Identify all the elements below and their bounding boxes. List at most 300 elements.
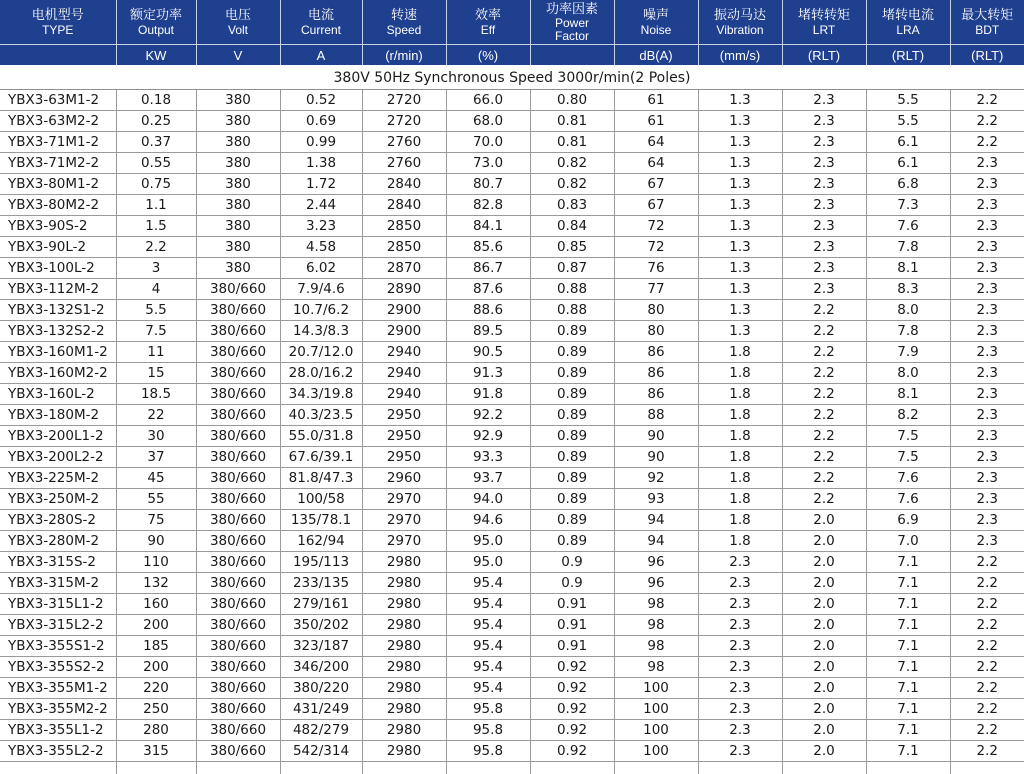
table-cell: 95.8 [446,741,530,762]
table-cell: 94.0 [446,489,530,510]
table-cell: 87.6 [446,279,530,300]
table-cell: 2.3 [698,636,782,657]
table-cell: 0.89 [530,363,614,384]
table-cell: 0.99 [280,132,362,153]
table-cell: 7.1 [866,615,950,636]
table-cell: 14.3/8.3 [280,321,362,342]
table-cell: 82.8 [446,195,530,216]
table-cell: 93.7 [446,468,530,489]
table-cell: 98 [614,657,698,678]
table-cell: 380/660 [196,279,280,300]
table-cell: 2.3 [698,594,782,615]
header-row-units [0,45,1024,66]
table-cell: 1.8 [698,447,782,468]
table-cell: 2.3 [782,195,866,216]
table-cell: 95.4 [446,657,530,678]
table-cell: 2.2 [950,573,1024,594]
table-cell: 380/660 [196,531,280,552]
table-cell: 0.82 [530,153,614,174]
table-cell: 7.1 [866,657,950,678]
motor-type-cell: YBX3-315L1-2 [0,594,116,615]
table-cell: 2.3 [950,237,1024,258]
table-row [0,531,1024,552]
table-cell: 95.4 [446,615,530,636]
table-cell: 350/202 [280,615,362,636]
table-cell: 2.2 [950,720,1024,741]
table-cell: 90.5 [446,342,530,363]
table-cell: 85.6 [446,237,530,258]
table-cell: 92.9 [446,426,530,447]
table-cell: 135/78.1 [280,510,362,531]
table-cell: 0.92 [530,741,614,762]
table-cell: 100 [614,678,698,699]
table-cell: 0.18 [116,90,196,111]
table-cell: 67.6/39.1 [280,447,362,468]
table-cell: 77 [614,279,698,300]
table-cell: 45 [116,468,196,489]
table-cell: 7.8 [866,321,950,342]
header-label-en: Output [117,23,196,37]
table-cell: 2.0 [782,510,866,531]
table-cell: 380 [196,237,280,258]
table-cell: 7.9 [866,342,950,363]
table-cell: 2760 [362,132,446,153]
table-cell: 2.2 [950,594,1024,615]
header-label-zh: 效率 [447,8,530,23]
table-row [0,489,1024,510]
table-cell: 2.2 [782,405,866,426]
table-cell [116,762,196,774]
table-cell: 1.8 [698,384,782,405]
table-cell [446,762,530,774]
table-cell: 75 [116,510,196,531]
header-unit: A [280,45,362,66]
motor-type-cell: YBX3-71M2-2 [0,153,116,174]
header-cell [950,0,1024,45]
table-cell: 1.3 [698,90,782,111]
header-unit: (%) [446,45,530,66]
table-cell: 2980 [362,678,446,699]
table-cell: 55 [116,489,196,510]
table-cell: 7.0 [866,531,950,552]
table-cell: 7.1 [866,573,950,594]
table-cell: 315 [116,741,196,762]
table-cell: 91.3 [446,363,530,384]
table-cell: 6.1 [866,153,950,174]
header-label-en: Noise [615,23,698,37]
table-cell: 7.6 [866,489,950,510]
table-cell [280,762,362,774]
header-label-en: BDT [951,23,1024,37]
table-cell: 15 [116,363,196,384]
table-cell: 380/660 [196,657,280,678]
table-cell: 2950 [362,405,446,426]
table-cell: 100 [614,741,698,762]
table-cell [0,762,116,774]
header-label-en: Volt [197,23,280,37]
motor-type-cell: YBX3-355S2-2 [0,657,116,678]
table-cell: 380/660 [196,384,280,405]
table-cell: 8.1 [866,384,950,405]
table-cell: 2980 [362,657,446,678]
table-cell: 346/200 [280,657,362,678]
header-cell [116,0,196,45]
header-label-en: Eff [447,23,530,37]
header-label-zh: 噪声 [615,8,698,23]
table-cell: 7.1 [866,678,950,699]
motor-type-cell: YBX3-280M-2 [0,531,116,552]
table-cell: 0.89 [530,384,614,405]
table-cell: 2.3 [698,720,782,741]
table-cell: 34.3/19.8 [280,384,362,405]
table-cell: 5.5 [866,90,950,111]
table-cell: 100 [614,720,698,741]
table-cell: 2.0 [782,573,866,594]
table-cell: 2.2 [782,489,866,510]
table-cell: 1.3 [698,153,782,174]
table-cell: 0.89 [530,510,614,531]
table-cell: 80.7 [446,174,530,195]
table-cell: 1.3 [698,174,782,195]
table-cell: 0.85 [530,237,614,258]
table-cell: 2940 [362,363,446,384]
header-label-zh: 最大转矩 [951,8,1024,23]
table-cell: 2.3 [950,216,1024,237]
table-cell: 2.3 [698,657,782,678]
table-row [0,699,1024,720]
table-cell: 95.0 [446,531,530,552]
table-cell: 7.1 [866,699,950,720]
table-cell: 4 [116,279,196,300]
table-cell: 380/660 [196,678,280,699]
table-cell: 2950 [362,447,446,468]
table-cell: 61 [614,90,698,111]
header-label-en: Power [531,17,614,30]
table-cell: 0.80 [530,90,614,111]
table-cell: 95.8 [446,720,530,741]
table-cell: 2.2 [950,111,1024,132]
table-cell: 0.91 [530,636,614,657]
table-cell: 1.8 [698,405,782,426]
table-cell: 0.88 [530,300,614,321]
header-label-en: Speed [363,23,446,37]
table-cell: 2.0 [782,741,866,762]
table-cell: 7.1 [866,720,950,741]
table-cell: 7.6 [866,216,950,237]
table-cell: 88.6 [446,300,530,321]
table-cell: 98 [614,636,698,657]
table-cell: 380/660 [196,468,280,489]
table-cell: 0.9 [530,552,614,573]
header-unit: (r/min) [362,45,446,66]
table-cell: 2.3 [698,741,782,762]
table-row [0,153,1024,174]
table-cell: 2980 [362,573,446,594]
table-cell: 72 [614,237,698,258]
table-cell: 5.5 [866,111,950,132]
motor-type-cell: YBX3-355L1-2 [0,720,116,741]
table-row [0,510,1024,531]
table-row [0,363,1024,384]
table-cell: 2.2 [116,237,196,258]
table-cell: 380/660 [196,699,280,720]
header-cell [0,0,116,45]
table-cell: 2.3 [950,153,1024,174]
table-cell: 2.2 [950,657,1024,678]
motor-type-cell: YBX3-250M-2 [0,489,116,510]
table-cell: 2.3 [782,216,866,237]
header-label-en: TYPE [0,23,116,37]
motor-type-cell: YBX3-225M-2 [0,468,116,489]
table-row [0,657,1024,678]
motor-type-cell: YBX3-63M2-2 [0,111,116,132]
table-cell: 2.3 [950,279,1024,300]
header-label-en: Current [281,23,362,37]
table-cell: 0.83 [530,195,614,216]
table-cell: 2980 [362,594,446,615]
motor-type-cell: YBX3-355L2-2 [0,741,116,762]
table-cell: 2.2 [950,132,1024,153]
table-cell: 2720 [362,90,446,111]
table-cell: 2980 [362,741,446,762]
table-cell: 2940 [362,342,446,363]
header-cell [196,0,280,45]
table-cell: 2.0 [782,678,866,699]
table-cell: 0.9 [530,573,614,594]
table-cell: 380 [196,216,280,237]
table-cell: 11 [116,342,196,363]
table-cell: 110 [116,552,196,573]
table-cell: 7.5 [866,447,950,468]
table-row [0,468,1024,489]
table-cell: 0.82 [530,174,614,195]
table-cell: 8.0 [866,363,950,384]
motor-type-cell: YBX3-200L1-2 [0,426,116,447]
table-cell: 380 [196,174,280,195]
header-cell [698,0,782,45]
table-cell: 2.3 [698,615,782,636]
table-row [0,195,1024,216]
table-cell: 6.8 [866,174,950,195]
table-cell [782,762,866,774]
table-cell: 95.4 [446,573,530,594]
header-cell [782,0,866,45]
table-cell: 64 [614,153,698,174]
motor-type-cell: YBX3-315S-2 [0,552,116,573]
table-cell: 7.1 [866,594,950,615]
header-unit: (RLT) [782,45,866,66]
table-cell: 95.4 [446,636,530,657]
table-cell: 7.5 [116,321,196,342]
table-cell: 94.6 [446,510,530,531]
motor-type-cell: YBX3-132S1-2 [0,300,116,321]
table-cell: 2980 [362,720,446,741]
table-cell: 2.3 [950,258,1024,279]
table-cell: 2940 [362,384,446,405]
table-cell: 89.5 [446,321,530,342]
table-cell: 18.5 [116,384,196,405]
table-cell: 2970 [362,531,446,552]
table-cell: 64 [614,132,698,153]
table-row-partial [0,762,1024,774]
table-cell: 380/660 [196,510,280,531]
header-label-zh: 功率因素 [531,2,614,17]
table-cell: 380/660 [196,594,280,615]
table-cell: 7.3 [866,195,950,216]
table-cell: 2.3 [782,111,866,132]
motor-type-cell: YBX3-355S1-2 [0,636,116,657]
motor-type-cell: YBX3-80M1-2 [0,174,116,195]
table-cell: 40.3/23.5 [280,405,362,426]
header-label-zh: 电流 [281,8,362,23]
table-cell: 220 [116,678,196,699]
table-cell: 7.1 [866,636,950,657]
table-cell: 94 [614,531,698,552]
table-cell: 2850 [362,237,446,258]
table-cell: 0.89 [530,447,614,468]
table-cell [614,762,698,774]
table-cell: 86 [614,342,698,363]
table-cell: 0.81 [530,111,614,132]
header-label-zh: 电机型号 [0,8,116,23]
table-cell: 279/161 [280,594,362,615]
header-unit [530,45,614,66]
table-cell: 90 [614,447,698,468]
table-cell: 8.1 [866,258,950,279]
table-cell: 2900 [362,300,446,321]
motor-type-cell: YBX3-280S-2 [0,510,116,531]
table-cell: 2.3 [782,279,866,300]
table-cell: 2720 [362,111,446,132]
table-cell: 132 [116,573,196,594]
table-cell: 0.89 [530,468,614,489]
table-cell: 2.3 [950,363,1024,384]
table-cell: 0.89 [530,342,614,363]
table-row [0,594,1024,615]
table-cell: 67 [614,174,698,195]
motor-type-cell: YBX3-160M2-2 [0,363,116,384]
table-cell: 1.8 [698,363,782,384]
table-cell: 4.58 [280,237,362,258]
table-cell: 2950 [362,426,446,447]
table-cell: 1.3 [698,321,782,342]
table-cell: 2970 [362,489,446,510]
table-cell [698,762,782,774]
table-cell [950,762,1024,774]
table-cell [866,762,950,774]
table-cell: 0.81 [530,132,614,153]
table-cell: 2.3 [698,552,782,573]
table-cell: 0.92 [530,657,614,678]
table-cell: 100 [614,699,698,720]
table-cell: 0.92 [530,678,614,699]
table-cell: 0.92 [530,699,614,720]
table-cell: 73.0 [446,153,530,174]
table-cell: 2.2 [950,90,1024,111]
table-cell: 380 [196,90,280,111]
motor-type-cell: YBX3-63M1-2 [0,90,116,111]
table-cell: 86.7 [446,258,530,279]
table-cell: 95.0 [446,552,530,573]
table-cell [362,762,446,774]
table-cell: 8.2 [866,405,950,426]
table-cell: 2.0 [782,594,866,615]
motor-type-cell: YBX3-315M-2 [0,573,116,594]
table-cell: 482/279 [280,720,362,741]
table-row [0,279,1024,300]
table-cell: 1.3 [698,195,782,216]
motor-type-cell: YBX3-355M2-2 [0,699,116,720]
table-row [0,384,1024,405]
header-cell [614,0,698,45]
table-cell: 2970 [362,510,446,531]
table-row [0,678,1024,699]
table-row [0,447,1024,468]
table-cell: 380/660 [196,552,280,573]
table-cell: 98 [614,594,698,615]
header-cell [362,0,446,45]
table-cell: 2.3 [698,678,782,699]
table-cell: 5.5 [116,300,196,321]
table-cell: 542/314 [280,741,362,762]
table-cell: 88 [614,405,698,426]
table-cell: 2.0 [782,552,866,573]
header-unit: (RLT) [866,45,950,66]
table-cell: 380/660 [196,405,280,426]
table-cell: 2.3 [950,489,1024,510]
table-cell: 95.4 [446,678,530,699]
table-cell: 380/660 [196,342,280,363]
table-cell: 70.0 [446,132,530,153]
table-cell: 380/660 [196,426,280,447]
header-cell [446,0,530,45]
motor-type-cell: YBX3-132S2-2 [0,321,116,342]
table-cell: 91.8 [446,384,530,405]
table-cell: 96 [614,573,698,594]
table-cell: 250 [116,699,196,720]
table-row [0,132,1024,153]
table-cell: 1.8 [698,342,782,363]
table-cell: 0.91 [530,615,614,636]
section-title: 380V 50Hz Synchronous Speed 3000r/min(2 Poles) [0,67,1024,90]
header-label-en: LRT [783,23,866,37]
table-cell: 0.91 [530,594,614,615]
table-cell: 2.2 [950,552,1024,573]
table-cell: 280 [116,720,196,741]
table-cell: 380/660 [196,573,280,594]
table-cell: 8.0 [866,300,950,321]
table-cell: 80 [614,321,698,342]
table-cell: 0.89 [530,426,614,447]
table-cell: 100/58 [280,489,362,510]
table-cell: 2.2 [950,636,1024,657]
table-cell: 2.3 [782,132,866,153]
table-cell: 2.3 [950,426,1024,447]
table-cell: 0.89 [530,405,614,426]
table-cell: 380 [196,111,280,132]
table-cell: 6.02 [280,258,362,279]
table-cell: 380/660 [196,741,280,762]
header-cell [530,0,614,45]
header-label-zh: 电压 [197,8,280,23]
table-cell: 90 [116,531,196,552]
table-row [0,216,1024,237]
table-cell: 55.0/31.8 [280,426,362,447]
table-cell: 2.44 [280,195,362,216]
table-cell: 68.0 [446,111,530,132]
table-cell: 92 [614,468,698,489]
table-cell: 76 [614,258,698,279]
